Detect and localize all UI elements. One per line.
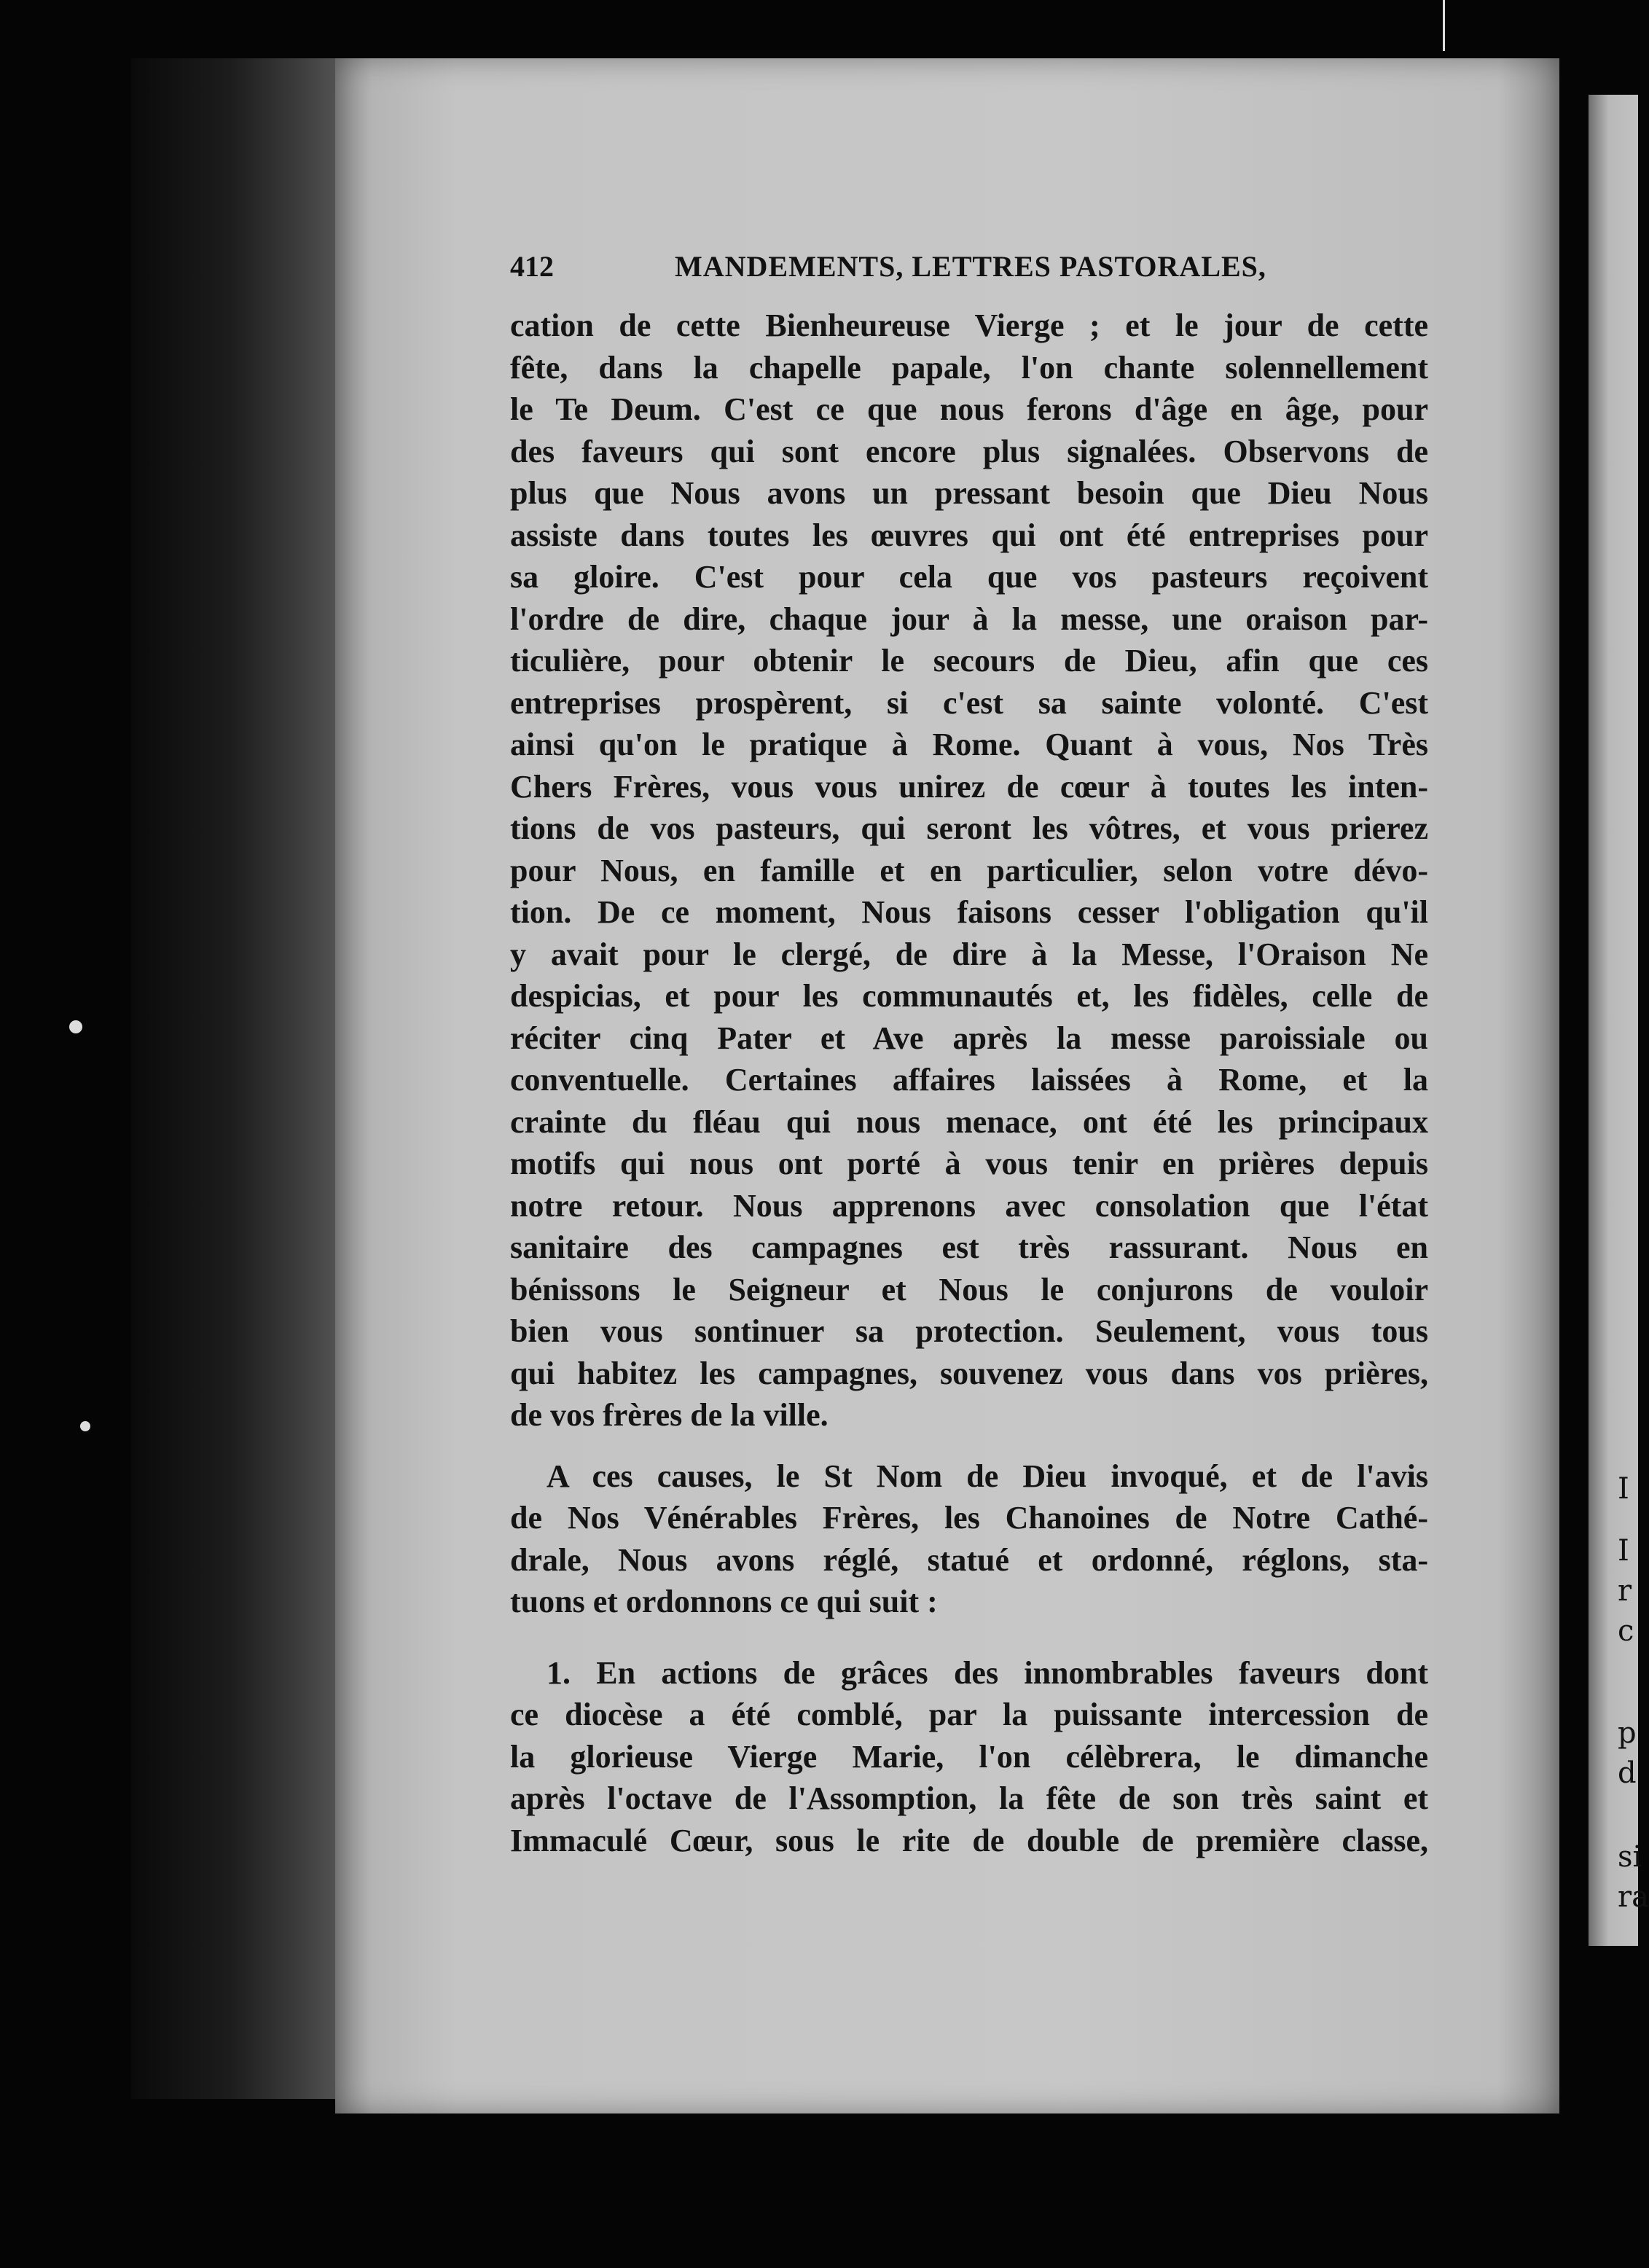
text-line: y avait pour le clergé, de dire à la Messe, l'Oraison Ne	[510, 936, 1428, 972]
text-line: tion. De ce moment, Nous faisons cesser l'obligation qu'il	[510, 894, 1428, 930]
text-line: plus que Nous avons un pressant besoin que Dieu Nous	[510, 475, 1428, 511]
text-line: après l'octave de l'Assomption, la fête de son très saint et	[510, 1780, 1428, 1816]
paragraph-gap	[510, 1623, 1428, 1652]
adjacent-fragment: I	[1618, 1534, 1629, 1568]
text-line: tuons et ordonnons ce qui suit :	[510, 1584, 938, 1619]
adjacent-fragment: ra	[1618, 1880, 1649, 1914]
text-line: sa gloire. C'est pour cela que vos pasteurs reçoivent	[510, 559, 1428, 595]
adjacent-fragment: r	[1618, 1574, 1632, 1608]
adjacent-fragment: si	[1618, 1840, 1642, 1874]
text-line: fête, dans la chapelle papale, l'on chante solennellement	[510, 349, 1428, 386]
adjacent-page-edge	[1589, 95, 1649, 1946]
text-line: des faveurs qui sont encore plus signalées. Observons de	[510, 433, 1428, 469]
adjacent-fragment: I	[1618, 1472, 1629, 1506]
text-line: 1. En actions de grâces des innombrables faveurs dont	[547, 1654, 1428, 1691]
text-line: cation de cette Bienheureuse Vierge ; et le jour de cette	[510, 308, 1428, 343]
text-line: de vos frères de la ville.	[510, 1397, 829, 1433]
text-line: bénissons le Seigneur et Nous le conjurons de vouloir	[510, 1271, 1428, 1307]
text-line: bien vous sontinuer sa protection. Seulement, vous tous	[510, 1313, 1428, 1349]
text-line: de Nos Vénérables Frères, les Chanoines de Notre Cathé-	[510, 1500, 1428, 1536]
paragraph-1	[510, 305, 1428, 1436]
paragraph-3	[510, 1652, 1428, 1862]
adjacent-fragment: c	[1618, 1614, 1634, 1648]
text-line: sanitaire des campagnes est très rassurant. Nous en	[510, 1229, 1428, 1265]
text-line: notre retour. Nous apprenons avec consolation que l'état	[510, 1187, 1428, 1224]
text-line: réciter cinq Pater et Ave après la messe paroissiale ou	[510, 1020, 1428, 1056]
text-line: drale, Nous avons réglé, statué et ordonné, réglons, sta-	[510, 1541, 1428, 1578]
text-line: conventuelle. Certaines affaires laissées à Rome, et la	[510, 1062, 1428, 1098]
scan-speck	[80, 1421, 90, 1431]
text-line: ainsi qu'on le pratique à Rome. Quant à vous, Nos Très	[510, 727, 1428, 762]
scan-scratch	[1443, 0, 1445, 51]
paragraph-gap	[510, 1436, 1428, 1455]
text-line: qui habitez les campagnes, souvenez vous dans vos prières,	[510, 1355, 1428, 1391]
text-line: pour Nous, en famille et en particulier, selon votre dévo-	[510, 852, 1428, 888]
text-line: crainte du fléau qui nous menace, ont été les principaux	[510, 1103, 1428, 1140]
body-text	[510, 305, 1428, 1861]
adjacent-fragment: d	[1618, 1756, 1637, 1790]
text-line: Immaculé Cœur, sous le rite de double de première classe,	[510, 1822, 1428, 1858]
adjacent-fragment: p	[1618, 1716, 1637, 1750]
text-line: assiste dans toutes les œuvres qui ont été entreprises pour	[510, 517, 1428, 553]
paragraph-2	[510, 1455, 1428, 1623]
book-gutter	[131, 58, 350, 2099]
text-line: Chers Frères, vous vous unirez de cœur à toutes les inten-	[510, 768, 1428, 805]
text-line: ticulière, pour obtenir le secours de Dieu, afin que ces	[510, 643, 1428, 679]
running-head-title: MANDEMENTS, LETTRES PASTORALES,	[675, 250, 1266, 283]
text-line: despicias, et pour les communautés et, les fidèles, celle de	[510, 978, 1428, 1014]
text-line: tions de vos pasteurs, qui seront les vôtres, et vous prierez	[510, 810, 1428, 846]
text-line: la glorieuse Vierge Marie, l'on célèbrera, le dimanche	[510, 1738, 1428, 1775]
scan-speck	[69, 1020, 82, 1033]
text-line: l'ordre de dire, chaque jour à la messe, une oraison par-	[510, 601, 1428, 637]
text-line: ce diocèse a été comblé, par la puissante intercession de	[510, 1697, 1428, 1732]
text-line: motifs qui nous ont porté à vous tenir en prières depuis	[510, 1146, 1428, 1181]
page-number: 412	[510, 250, 554, 283]
running-header	[510, 249, 1312, 293]
text-line: entreprises prospèrent, si c'est sa sainte volonté. C'est	[510, 684, 1428, 721]
text-line: A ces causes, le St Nom de Dieu invoqué, et de l'avis	[547, 1458, 1428, 1494]
text-line: le Te Deum. C'est ce que nous ferons d'âge en âge, pour	[510, 391, 1428, 427]
